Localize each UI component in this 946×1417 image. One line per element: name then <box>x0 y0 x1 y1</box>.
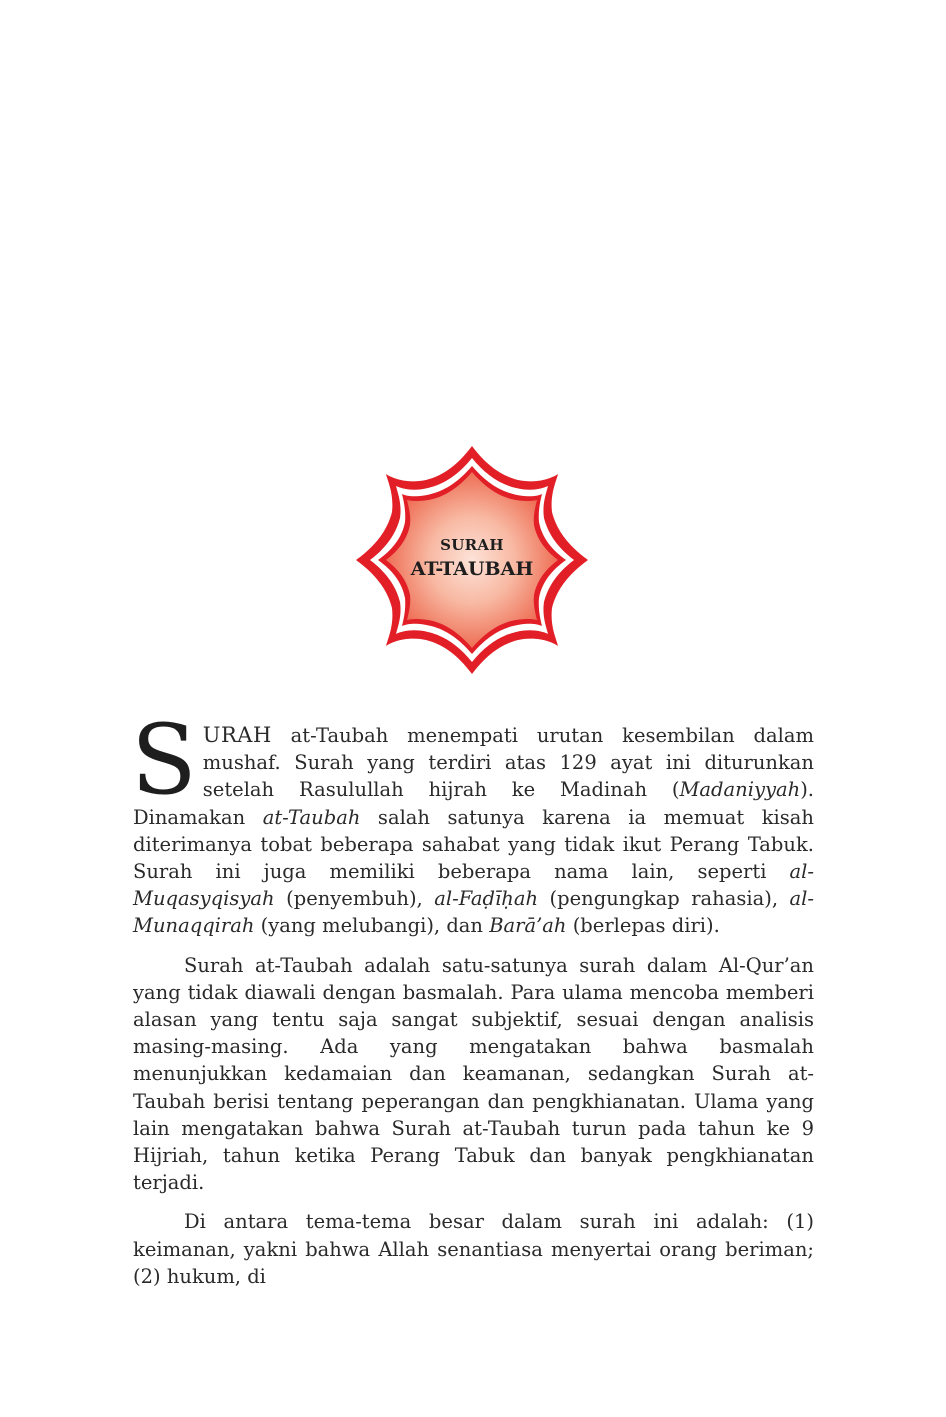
text-run: salah satunya karena ia memuat kisah diterimanya tobat beberapa sahabat yang tidak ikut Perang Tabuk. Surah ini juga memiliki beberapa nama lain, seperti <box>133 805 814 884</box>
surah-title: AT-TAUBAH <box>410 558 534 580</box>
drop-cap: S <box>131 704 197 816</box>
text-run: (pengungkap rahasia), <box>538 887 790 911</box>
emblem-label: SURAH <box>440 536 504 554</box>
italic-term: Madaniyyah <box>679 778 801 802</box>
italic-term: al-Munaqqirah <box>133 887 814 938</box>
emblem-caption <box>352 442 592 678</box>
text-run: at-Taubah menempati urutan kesembilan dalam mushaf. Surah yang terdiri atas 129 ayat ini diturunkan setelah Rasulullah hijrah ke Madinah ( <box>202 724 814 802</box>
text-run: ). Dinamakan <box>133 778 814 829</box>
paragraph-basmalah: Surah at-Taubah adalah satu-satunya surah dalam Al-Qur’an yang tidak diawali dengan basmalah. Para ulama mencoba memberi alasan yang tentu saja sangat subjektif, sesuai dengan analisis masing-masing. Ada yang mengatakan bahwa basmalah menunjukkan kedamaian dan keamanan, sedangkan Surah at-Taubah berisi tentang peperangan dan pengkhianatan. Ulama yang lain mengatakan bahwa Surah at-Taubah turun pada tahun ke 9 Hijriah, tahun ketika Perang Tabuk dan banyak pengkhianatan terjadi. <box>133 953 814 1195</box>
text-run: (yang melubangi), dan <box>254 914 490 938</box>
italic-term: at-Taubah <box>262 805 361 829</box>
paragraph-themes: Di antara tema-tema besar dalam surah ini adalah: (1) keimanan, yakni bahwa Allah senantiasa menyertai orang beriman; (2) hukum, di <box>133 1210 814 1288</box>
italic-term: al-Muqasyqisyah <box>133 860 814 911</box>
lead-word: URAH <box>202 723 272 747</box>
surah-emblem <box>352 442 592 678</box>
text-run: (penyembuh), <box>274 887 435 911</box>
paragraph-intro <box>131 704 814 940</box>
text-run: (berlepas diri). <box>566 914 720 938</box>
italic-term: Barā’ah <box>489 914 567 938</box>
italic-term: al-Faḍīḥah <box>434 887 539 911</box>
article-body <box>131 704 814 1290</box>
